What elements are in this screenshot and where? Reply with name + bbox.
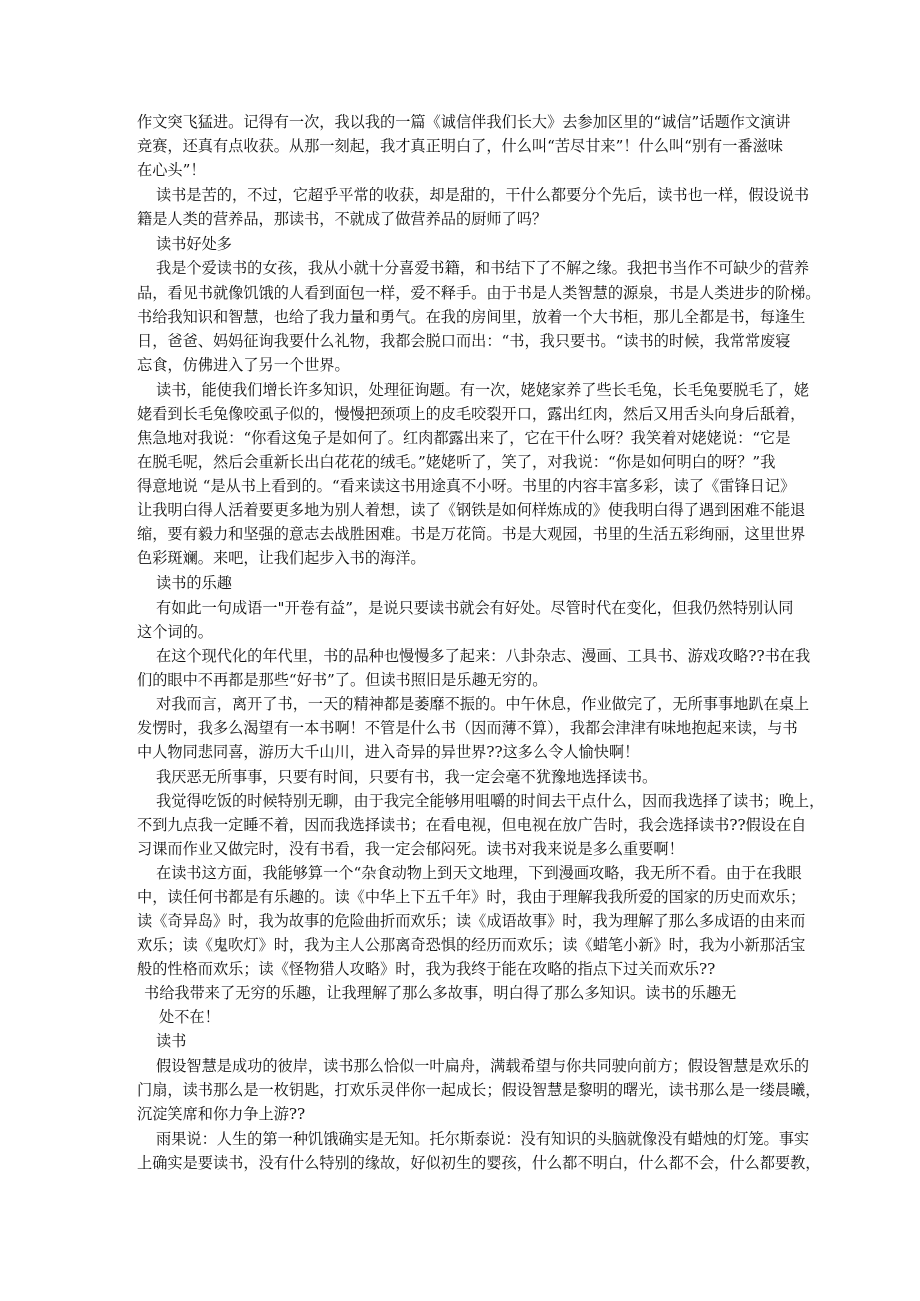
text-line: 中，读任何书都是有乐趣的。读《中华上下五千年》时，我由于理解我我所爱的国家的历史而欢乐；: [137, 888, 806, 906]
text-line: 雨果说：人生的第一种饥饿确实是无知。托尔斯泰说：没有知识的头脑就像没有蜡烛的灯笼。事实: [156, 1130, 810, 1148]
text-line: 让我明白得人活着要更多地为别人着想，读了《钢铁是如何样炼成的》使我明白得了遇到困难不能退: [137, 501, 806, 519]
text-line: 在读书这方面，我能够算一个“杂食动物上到天文地理，下到漫画攻略，我无所不看。由于在我眼: [156, 864, 802, 882]
text-line: 品，看见书就像饥饿的人看到面包一样，爱不释手。由于书是人类智慧的源泉，书是人类进步的阶梯。: [137, 284, 821, 302]
text-line: 在脱毛呢，然后会重新长出白花花的绒毛。”姥姥听了，笑了，对我说：“你是如何明白的呀？”我: [137, 453, 776, 471]
text-line: 姥看到长毛兔像咬虱子似的，慢慢把颈项上的皮毛咬裂开口，露出红肉，然后又用舌头向身后舐着，: [137, 405, 806, 423]
text-line: 沉淀笑席和你力争上游??: [137, 1105, 306, 1123]
section-heading: 读书好处多: [156, 235, 232, 253]
text-line: 我厌恶无所事事，只要有时间，只要有书，我一定会毫不犹豫地选择读书。: [156, 768, 658, 786]
text-line: 假设智慧是成功的彼岸，读书那么恰似一叶扁舟，满载希望与你共同驶向前方；假设智慧是欢乐的: [156, 1057, 810, 1075]
text-line: 缩，要有毅力和坚强的意志去战胜困难。书是万花筒。书是大观园，书里的生活五彩绚丽，这里世界: [137, 525, 806, 543]
text-line: 我是个爱读书的女孩，我从小就十分喜爱书籍，和书结下了不解之缘。我把书当作不可缺少的营养: [156, 259, 810, 277]
text-line: 处不在！: [159, 1008, 220, 1026]
text-line: 上确实是要读书，没有什么特别的缘故，好似初生的婴孩，什么都不明白，什么都不会，什么都要教，: [137, 1154, 821, 1172]
text-line: 发愣时，我多么渴望有一本书啊！不管是什么书（因而薄不算），我都会津津有味地抱起来读，与书: [137, 719, 798, 737]
text-line: 般的性格而欢乐；读《怪物猎人攻略》时，我为我终于能在攻略的指点下过关而欢乐??: [137, 960, 716, 978]
text-line: 欢乐；读《鬼吹灯》时，我为主人公那离奇恐惧的经历而欢乐；读《蜡笔小新》时，我为小新那活宝: [137, 936, 806, 954]
text-line: 门扇，读书那么是一枚钥匙，打欢乐灵伴你一起成长；假设智慧是黎明的曙光，读书那么是一缕晨曦，: [137, 1081, 821, 1099]
text-line: 读书，能使我们增长许多知识，处理征询题。有一次，姥姥家养了些长毛兔，长毛兔要脱毛了，姥: [156, 381, 810, 399]
text-line: 焦急地对我说：“你看这兔子是如何了。红肉都露出来了，它在干什么呀？我笑着对姥姥说：“它是: [137, 429, 791, 447]
text-line: 中人物同悲同喜，游历大千山川，进入奇异的异世界??这多么令人愉快啊！: [137, 743, 640, 761]
text-line: 读书是苦的，不过，它超乎平常的收获，却是甜的，干什么都要分个先后，读书也一样，假设说书: [156, 186, 810, 204]
text-line: 得意地说 “是从书上看到的。“看来读这书用途真不小呀。书里的内容丰富多彩，读了《雷锋日记》: [137, 477, 796, 495]
text-line: 我觉得吃饭的时候特别无聊，由于我完全能够用咀嚼的时间去干点什么，因而我选择了读书；晚上，: [156, 792, 825, 810]
text-line: 忘食，仿佛进入了另一个世界。: [137, 356, 350, 374]
text-line: 有如此一句成语一"开卷有益”，是说只要读书就会有好处。尽管时代在变化，但我仍然特别认同: [156, 599, 794, 617]
text-line: 对我而言，离开了书，一天的精神都是萎靡不振的。中午休息，作业做完了，无所事事地趴在桌上: [156, 695, 810, 713]
text-line: 书给我知识和智慧，也给了我力量和勇气。在我的房间里，放着一个大书柜，那儿全都是书，每逢生: [137, 308, 806, 326]
section-heading: 读书: [156, 1032, 187, 1050]
text-line: 书给我带来了无穷的乐趣，让我理解了那么多故事，明白得了那么多知识。读书的乐趣无: [144, 984, 737, 1002]
text-line: 作文突飞猛进。记得有一次，我以我的一篇《诚信伴我们长大》去参加区里的“诚信”话题作文演讲: [137, 113, 791, 131]
text-line: 习课而作业又做完时，没有书看，我一定会郁闷死。读书对我来说是多么重要啊！: [137, 840, 684, 858]
text-line: 在这个现代化的年代里，书的品种也慢慢多了起来：八卦杂志、漫画、工具书、游戏攻略??书在我: [156, 647, 811, 665]
text-line: 色彩斑斓。来吧，让我们起步入书的海洋。: [137, 549, 426, 567]
section-heading: 读书的乐趣: [156, 574, 232, 592]
text-line: 籍是人类的营养品，那读书，不就成了做营养品的厨师了吗？: [137, 210, 548, 228]
text-line: 读《奇异岛》时，我为故事的危险曲折而欢乐；读《成语故事》时，我为理解了那么多成语的由来而: [137, 912, 806, 930]
text-line: 不到九点我一定睡不着，因而我选择读书；在看电视，但电视在放广告时，我会选择读书??假设在自: [137, 816, 807, 834]
text-line: 们的眼中不再都是那些“好书”了。但读书照旧是乐趣无穷的。: [137, 671, 548, 689]
text-line: 这个词的。: [137, 623, 213, 641]
text-line: 在心头”！: [137, 161, 206, 179]
text-line: 日，爸爸、妈妈征询我要什么礼物，我都会脱口而出：“书，我只要书。“读书的时候，我常常废寝: [137, 332, 791, 350]
text-line: 竞赛，还真有点收获。从那一刻起，我才真正明白了，什么叫“苦尽甘来”！什么叫“别有一番滋味: [137, 137, 783, 155]
